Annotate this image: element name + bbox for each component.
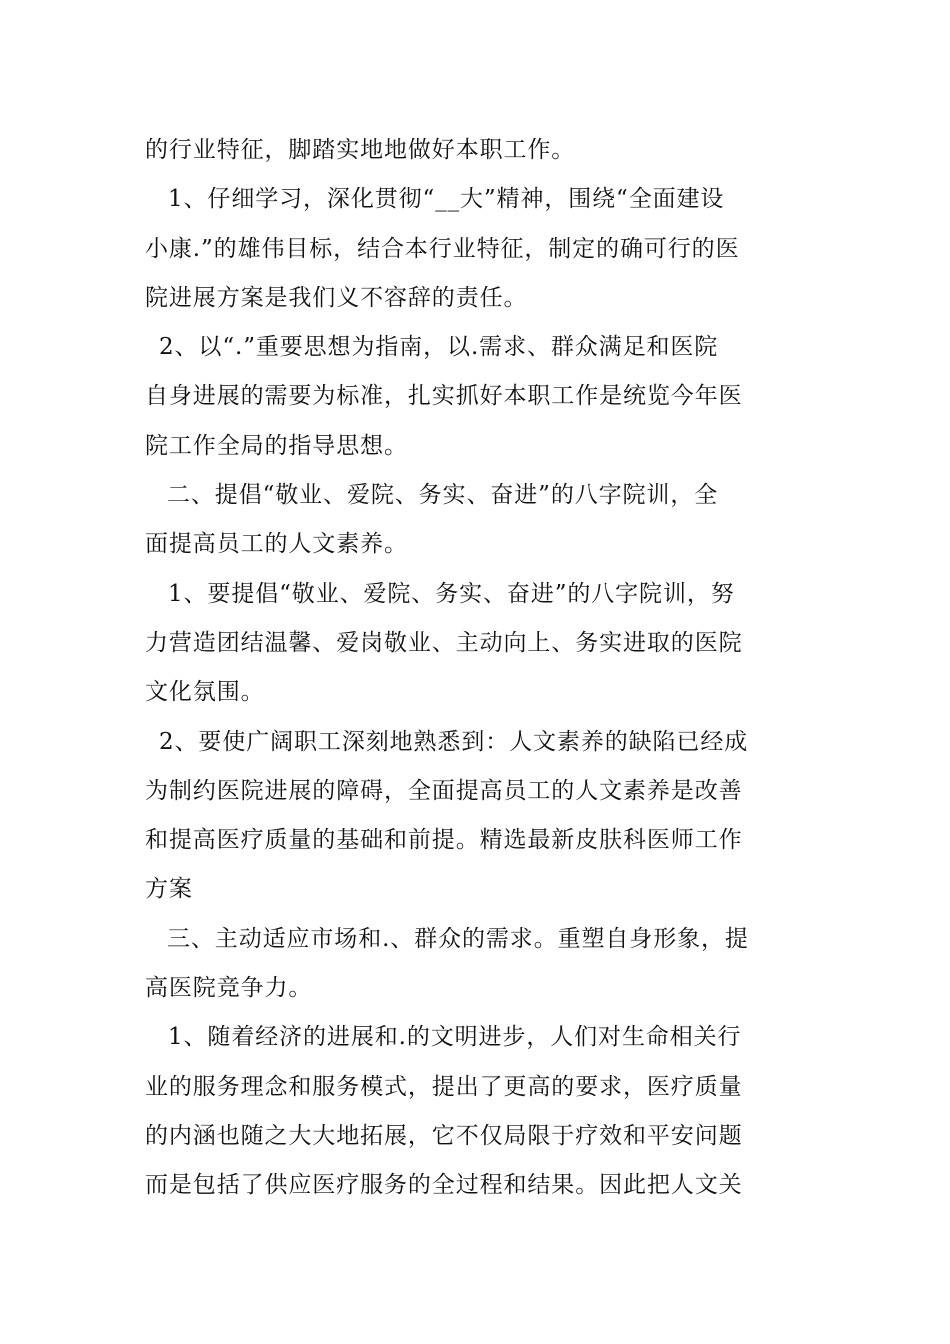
paragraph-economic-development: [145, 1013, 805, 1210]
text-line: 2、以“.”重要思想为指南，以.需求、群众满足和医院: [159, 334, 719, 361]
text-line: 和提高医疗质量的基础和前提。精选最新皮肤科医师工作: [145, 827, 743, 854]
text-line: 三、主动适应市场和.、群众的需求。重塑自身形象，提: [167, 925, 749, 952]
text-line: 1、要提倡“敬业、爱院、务实、奋进”的八字院训，努: [168, 580, 735, 607]
section-heading-two: [145, 471, 805, 570]
text-line: 1、仔细学习，深化贯彻“__大”精神，围绕“全面建设: [168, 186, 725, 213]
text-line: 高医院竞争力。: [145, 975, 313, 1002]
text-line: 为制约医院进展的障碍，全面提高员工的人文素养是改善: [145, 777, 743, 804]
text-line: 力营造团结温馨、爱岗敬业、主动向上、务实进取的医院: [145, 629, 743, 656]
text-line: 的行业特征，脚踏实地地做好本职工作。: [145, 137, 576, 163]
text-line: 院进展方案是我们义不容辞的责任。: [145, 284, 528, 311]
document-body: [145, 126, 805, 1211]
text-line: 小康.”的雄伟目标，结合本行业特征，制定的确可行的医: [145, 235, 740, 262]
text-line: 1、随着经济的进展和.的文明进步，人们对生命相关行: [168, 1024, 742, 1051]
text-line: 方案: [145, 876, 193, 903]
paragraph-continuation: [145, 126, 805, 175]
text-line: 2、要使广阔职工深刻地熟悉到：人文素养的缺陷已经成: [159, 728, 749, 755]
text-line: 而是包括了供应医疗服务的全过程和结果。因此把人文关: [145, 1172, 743, 1199]
text-line: 自身进展的需要为标准，扎实抓好本职工作是统览今年医: [145, 383, 743, 410]
text-line: 的内涵也随之大大地拓展，它不仅局限于疗效和平安问题: [145, 1122, 743, 1149]
text-line: 业的服务理念和服务模式，提出了更高的要求，医疗质量: [145, 1073, 743, 1100]
text-line: 文化氛围。: [145, 679, 265, 706]
paragraph-humanistic-quality: [145, 718, 805, 915]
paragraph-guiding-thought: [145, 323, 805, 471]
text-line: 二、提倡“敬业、爱院、务实、奋进”的八字院训，全: [167, 482, 719, 509]
section-heading-three: [145, 915, 805, 1014]
paragraph-study-spirit: [145, 175, 805, 323]
text-line: 院工作全局的指导思想。: [145, 432, 408, 459]
paragraph-hospital-motto: [145, 570, 805, 718]
text-line: 面提高员工的人文素养。: [145, 531, 408, 558]
